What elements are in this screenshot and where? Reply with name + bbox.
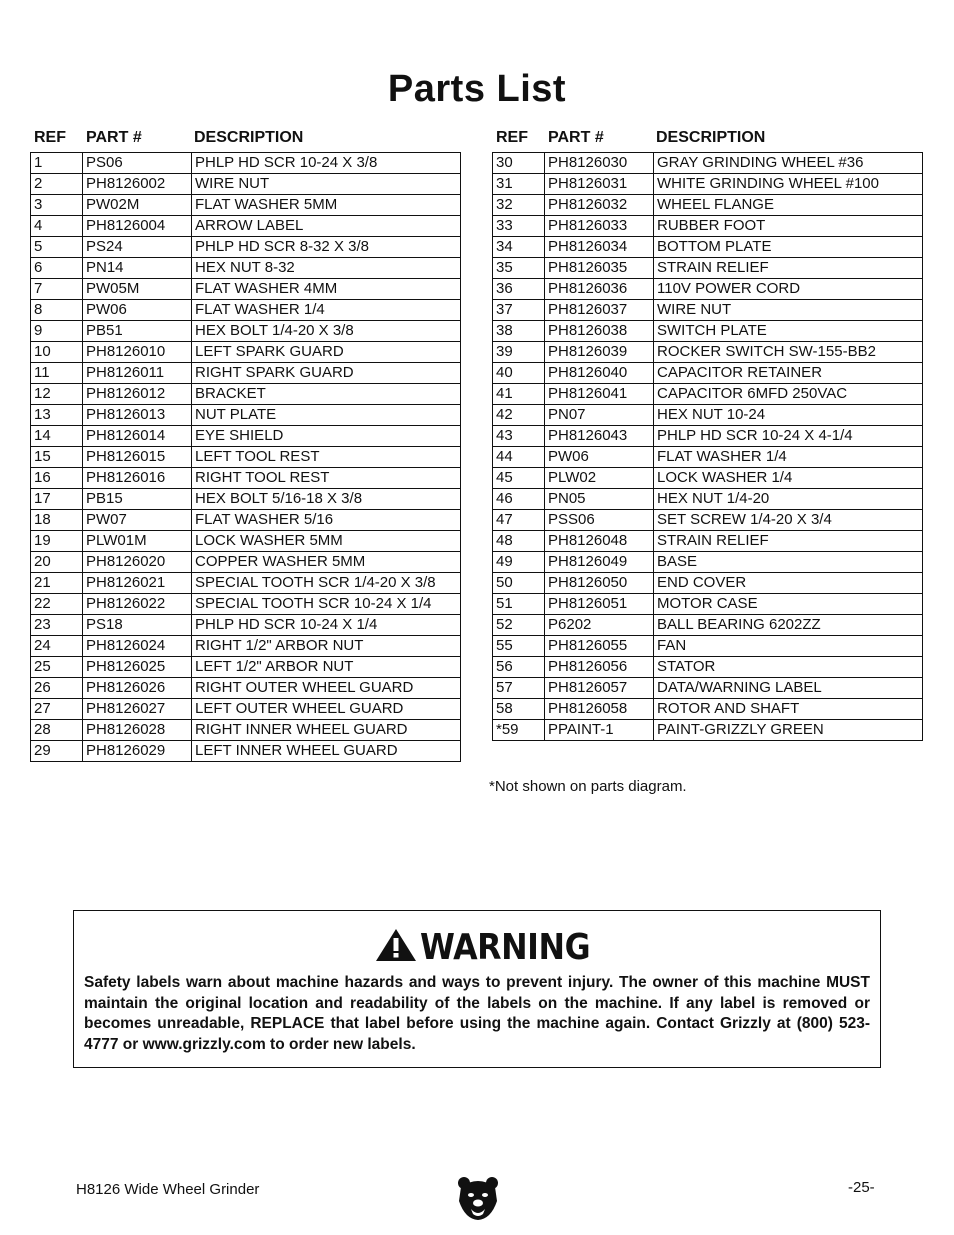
table-row (31, 405, 461, 426)
ref-cell: 51 (493, 594, 545, 615)
ref-cell: 26 (31, 678, 83, 699)
part-number-cell: PH8126015 (83, 447, 192, 468)
description-cell: RIGHT SPARK GUARD (192, 363, 461, 384)
part-number-cell: PH8126029 (83, 741, 192, 762)
part-number-cell: PB15 (83, 489, 192, 510)
ref-cell: 1 (31, 153, 83, 174)
description-cell: SET SCREW 1/4-20 X 3/4 (654, 510, 923, 531)
table-row (31, 321, 461, 342)
table-row (493, 636, 923, 657)
description-cell: SPECIAL TOOTH SCR 1/4-20 X 3/8 (192, 573, 461, 594)
part-number-cell: PH8126024 (83, 636, 192, 657)
part-number-cell: PH8126043 (545, 426, 654, 447)
part-number-cell: PS06 (83, 153, 192, 174)
ref-cell: *59 (493, 720, 545, 741)
part-number-cell: PS18 (83, 615, 192, 636)
ref-cell: 14 (31, 426, 83, 447)
description-cell: LEFT TOOL REST (192, 447, 461, 468)
page-title: Parts List (387, 68, 567, 110)
table-row (31, 741, 461, 762)
ref-cell: 4 (31, 216, 83, 237)
description-cell: PAINT-GRIZZLY GREEN (654, 720, 923, 741)
description-cell: FLAT WASHER 4MM (192, 279, 461, 300)
part-number-cell: PH8126002 (83, 174, 192, 195)
ref-cell: 47 (493, 510, 545, 531)
part-number-cell: PH8126051 (545, 594, 654, 615)
part-number-cell: PW06 (545, 447, 654, 468)
warning-header (374, 927, 613, 967)
header-ref: REF (496, 129, 528, 146)
description-cell: NUT PLATE (192, 405, 461, 426)
description-cell: CAPACITOR 6MFD 250VAC (654, 384, 923, 405)
table-row (493, 300, 923, 321)
table-row (31, 489, 461, 510)
header-part: PART # (86, 129, 142, 146)
page-number: -25- (848, 1179, 875, 1196)
table-row (31, 216, 461, 237)
ref-cell: 34 (493, 237, 545, 258)
description-cell: WIRE NUT (192, 174, 461, 195)
ref-cell: 55 (493, 636, 545, 657)
description-cell: PHLP HD SCR 10-24 X 4-1/4 (654, 426, 923, 447)
ref-cell: 40 (493, 363, 545, 384)
table-row (493, 657, 923, 678)
description-cell: RIGHT OUTER WHEEL GUARD (192, 678, 461, 699)
footer-model: H8126 Wide Wheel Grinder (76, 1181, 260, 1198)
table-row (31, 195, 461, 216)
warning-box (73, 910, 881, 1068)
part-number-cell: PW05M (83, 279, 192, 300)
description-cell: STATOR (654, 657, 923, 678)
description-cell: LEFT OUTER WHEEL GUARD (192, 699, 461, 720)
description-cell: ROCKER SWITCH SW-155-BB2 (654, 342, 923, 363)
description-cell: BOTTOM PLATE (654, 237, 923, 258)
table-row (31, 573, 461, 594)
ref-cell: 35 (493, 258, 545, 279)
ref-cell: 2 (31, 174, 83, 195)
table-row (31, 342, 461, 363)
description-cell: FLAT WASHER 5MM (192, 195, 461, 216)
table-row (493, 237, 923, 258)
part-number-cell: PH8126013 (83, 405, 192, 426)
warning-triangle-icon (374, 927, 418, 968)
description-cell: COPPER WASHER 5MM (192, 552, 461, 573)
ref-cell: 50 (493, 573, 545, 594)
ref-cell: 11 (31, 363, 83, 384)
footnote: *Not shown on parts diagram. (489, 778, 687, 795)
ref-cell: 5 (31, 237, 83, 258)
part-number-cell: PH8126014 (83, 426, 192, 447)
table-row (493, 342, 923, 363)
ref-cell: 8 (31, 300, 83, 321)
table-row (493, 153, 923, 174)
ref-cell: 22 (31, 594, 83, 615)
table-row (493, 384, 923, 405)
table-row (493, 531, 923, 552)
parts-table-right (492, 126, 923, 741)
table-row (493, 405, 923, 426)
part-number-cell: PH8126027 (83, 699, 192, 720)
table-row (31, 279, 461, 300)
description-cell: DATA/WARNING LABEL (654, 678, 923, 699)
description-cell: ARROW LABEL (192, 216, 461, 237)
ref-cell: 18 (31, 510, 83, 531)
header-ref: REF (34, 129, 66, 146)
ref-cell: 7 (31, 279, 83, 300)
description-cell: HEX NUT 10-24 (654, 405, 923, 426)
part-number-cell: PH8126040 (545, 363, 654, 384)
description-cell: END COVER (654, 573, 923, 594)
table-row (493, 258, 923, 279)
part-number-cell: PS24 (83, 237, 192, 258)
ref-cell: 24 (31, 636, 83, 657)
description-cell: GRAY GRINDING WHEEL #36 (654, 153, 923, 174)
header-part: PART # (548, 129, 604, 146)
description-cell: HEX NUT 1/4-20 (654, 489, 923, 510)
description-cell: STRAIN RELIEF (654, 258, 923, 279)
table-row (31, 468, 461, 489)
parts-table-left (30, 126, 461, 762)
part-number-cell: PH8126010 (83, 342, 192, 363)
description-cell: LEFT 1/2" ARBOR NUT (192, 657, 461, 678)
part-number-cell: P6202 (545, 615, 654, 636)
ref-cell: 27 (31, 699, 83, 720)
part-number-cell: PH8126050 (545, 573, 654, 594)
part-number-cell: PH8126037 (545, 300, 654, 321)
part-number-cell: PW06 (83, 300, 192, 321)
part-number-cell: PLW02 (545, 468, 654, 489)
warning-title: WARNING (420, 926, 591, 968)
ref-cell: 16 (31, 468, 83, 489)
part-number-cell: PH8126016 (83, 468, 192, 489)
table-row (31, 615, 461, 636)
part-number-cell: PH8126004 (83, 216, 192, 237)
table-row (31, 699, 461, 720)
table-row (31, 657, 461, 678)
parts-table-body (493, 153, 923, 741)
part-number-cell: PH8126033 (545, 216, 654, 237)
header-description: DESCRIPTION (656, 129, 766, 146)
table-row (493, 468, 923, 489)
ref-cell: 15 (31, 447, 83, 468)
table-row (493, 363, 923, 384)
ref-cell: 20 (31, 552, 83, 573)
table-row (31, 552, 461, 573)
part-number-cell: PH8126032 (545, 195, 654, 216)
part-number-cell: PPAINT-1 (545, 720, 654, 741)
parts-table-body (31, 153, 461, 762)
ref-cell: 41 (493, 384, 545, 405)
description-cell: PHLP HD SCR 10-24 X 1/4 (192, 615, 461, 636)
part-number-cell: PH8126039 (545, 342, 654, 363)
table-header (30, 126, 461, 152)
table-row (31, 531, 461, 552)
table-row (31, 426, 461, 447)
part-number-cell: PH8126026 (83, 678, 192, 699)
description-cell: BALL BEARING 6202ZZ (654, 615, 923, 636)
description-cell: BRACKET (192, 384, 461, 405)
ref-cell: 49 (493, 552, 545, 573)
grizzly-bear-logo-icon (457, 1175, 499, 1221)
table-row (31, 594, 461, 615)
ref-cell: 12 (31, 384, 83, 405)
part-number-cell: PH8126056 (545, 657, 654, 678)
description-cell: FLAT WASHER 1/4 (192, 300, 461, 321)
table-row (31, 153, 461, 174)
part-number-cell: PH8126041 (545, 384, 654, 405)
table-row (493, 489, 923, 510)
description-cell: BASE (654, 552, 923, 573)
description-cell: FAN (654, 636, 923, 657)
description-cell: LOCK WASHER 1/4 (654, 468, 923, 489)
part-number-cell: PH8126025 (83, 657, 192, 678)
ref-cell: 28 (31, 720, 83, 741)
table-row (31, 384, 461, 405)
description-cell: WIRE NUT (654, 300, 923, 321)
table-row (31, 636, 461, 657)
table-row (31, 678, 461, 699)
description-cell: HEX BOLT 1/4-20 X 3/8 (192, 321, 461, 342)
table-row (31, 237, 461, 258)
ref-cell: 46 (493, 489, 545, 510)
table-row (493, 174, 923, 195)
description-cell: STRAIN RELIEF (654, 531, 923, 552)
table-row (31, 174, 461, 195)
ref-cell: 21 (31, 573, 83, 594)
description-cell: PHLP HD SCR 10-24 X 3/8 (192, 153, 461, 174)
ref-cell: 42 (493, 405, 545, 426)
table-row (31, 363, 461, 384)
ref-cell: 52 (493, 615, 545, 636)
table-row (493, 321, 923, 342)
ref-cell: 58 (493, 699, 545, 720)
ref-cell: 38 (493, 321, 545, 342)
description-cell: HEX NUT 8-32 (192, 258, 461, 279)
part-number-cell: PH8126036 (545, 279, 654, 300)
ref-cell: 29 (31, 741, 83, 762)
description-cell: EYE SHIELD (192, 426, 461, 447)
table-row (493, 678, 923, 699)
part-number-cell: PH8126022 (83, 594, 192, 615)
ref-cell: 13 (31, 405, 83, 426)
part-number-cell: PH8126058 (545, 699, 654, 720)
part-number-cell: PH8126057 (545, 678, 654, 699)
table-row (493, 426, 923, 447)
part-number-cell: PH8126035 (545, 258, 654, 279)
table-row (31, 300, 461, 321)
ref-cell: 25 (31, 657, 83, 678)
table-row (493, 195, 923, 216)
description-cell: LOCK WASHER 5MM (192, 531, 461, 552)
part-number-cell: PH8126038 (545, 321, 654, 342)
part-number-cell: PH8126049 (545, 552, 654, 573)
part-number-cell: PW07 (83, 510, 192, 531)
description-cell: 110V POWER CORD (654, 279, 923, 300)
ref-cell: 32 (493, 195, 545, 216)
ref-cell: 56 (493, 657, 545, 678)
table-row (493, 510, 923, 531)
table-row (31, 720, 461, 741)
description-cell: HEX BOLT 5/16-18 X 3/8 (192, 489, 461, 510)
ref-cell: 36 (493, 279, 545, 300)
table-row (31, 447, 461, 468)
ref-cell: 3 (31, 195, 83, 216)
ref-cell: 23 (31, 615, 83, 636)
ref-cell: 19 (31, 531, 83, 552)
part-number-cell: PN07 (545, 405, 654, 426)
ref-cell: 9 (31, 321, 83, 342)
ref-cell: 17 (31, 489, 83, 510)
description-cell: WHEEL FLANGE (654, 195, 923, 216)
warning-text: Safety labels warn about machine hazards and ways to prevent injury. The owner of this machine MUST maintain the original location and readability of the labels on the machine. If any label is removed or becomes unreadable, REPLACE that label before using the machine again. Contact Grizzly at (800) 523-4777 or www.grizzly.com to order new labels. (84, 974, 870, 1053)
ref-cell: 10 (31, 342, 83, 363)
description-cell: RIGHT 1/2" ARBOR NUT (192, 636, 461, 657)
table-row (31, 258, 461, 279)
part-number-cell: PH8126034 (545, 237, 654, 258)
ref-cell: 33 (493, 216, 545, 237)
description-cell: PHLP HD SCR 8-32 X 3/8 (192, 237, 461, 258)
ref-cell: 57 (493, 678, 545, 699)
description-cell: RIGHT INNER WHEEL GUARD (192, 720, 461, 741)
table-row (493, 615, 923, 636)
part-number-cell: PN05 (545, 489, 654, 510)
part-number-cell: PW02M (83, 195, 192, 216)
table-row (493, 216, 923, 237)
ref-cell: 45 (493, 468, 545, 489)
ref-cell: 39 (493, 342, 545, 363)
header-description: DESCRIPTION (194, 129, 304, 146)
part-number-cell: PH8126020 (83, 552, 192, 573)
description-cell: LEFT INNER WHEEL GUARD (192, 741, 461, 762)
ref-cell: 37 (493, 300, 545, 321)
part-number-cell: PH8126048 (545, 531, 654, 552)
description-cell: WHITE GRINDING WHEEL #100 (654, 174, 923, 195)
part-number-cell: PSS06 (545, 510, 654, 531)
table-row (31, 510, 461, 531)
part-number-cell: PB51 (83, 321, 192, 342)
ref-cell: 43 (493, 426, 545, 447)
description-cell: SWITCH PLATE (654, 321, 923, 342)
part-number-cell: PH8126011 (83, 363, 192, 384)
part-number-cell: PN14 (83, 258, 192, 279)
table-header (492, 126, 923, 152)
ref-cell: 44 (493, 447, 545, 468)
description-cell: RUBBER FOOT (654, 216, 923, 237)
table-row (493, 573, 923, 594)
table-row (493, 552, 923, 573)
table-row (493, 447, 923, 468)
description-cell: CAPACITOR RETAINER (654, 363, 923, 384)
part-number-cell: PH8126031 (545, 174, 654, 195)
ref-cell: 48 (493, 531, 545, 552)
part-number-cell: PLW01M (83, 531, 192, 552)
part-number-cell: PH8126021 (83, 573, 192, 594)
table-row (493, 720, 923, 741)
description-cell: MOTOR CASE (654, 594, 923, 615)
description-cell: ROTOR AND SHAFT (654, 699, 923, 720)
ref-cell: 6 (31, 258, 83, 279)
description-cell: RIGHT TOOL REST (192, 468, 461, 489)
table-row (493, 279, 923, 300)
table-row (493, 594, 923, 615)
ref-cell: 31 (493, 174, 545, 195)
description-cell: LEFT SPARK GUARD (192, 342, 461, 363)
part-number-cell: PH8126055 (545, 636, 654, 657)
part-number-cell: PH8126028 (83, 720, 192, 741)
ref-cell: 30 (493, 153, 545, 174)
description-cell: FLAT WASHER 1/4 (654, 447, 923, 468)
description-cell: FLAT WASHER 5/16 (192, 510, 461, 531)
part-number-cell: PH8126030 (545, 153, 654, 174)
table-row (493, 699, 923, 720)
part-number-cell: PH8126012 (83, 384, 192, 405)
description-cell: SPECIAL TOOTH SCR 10-24 X 1/4 (192, 594, 461, 615)
